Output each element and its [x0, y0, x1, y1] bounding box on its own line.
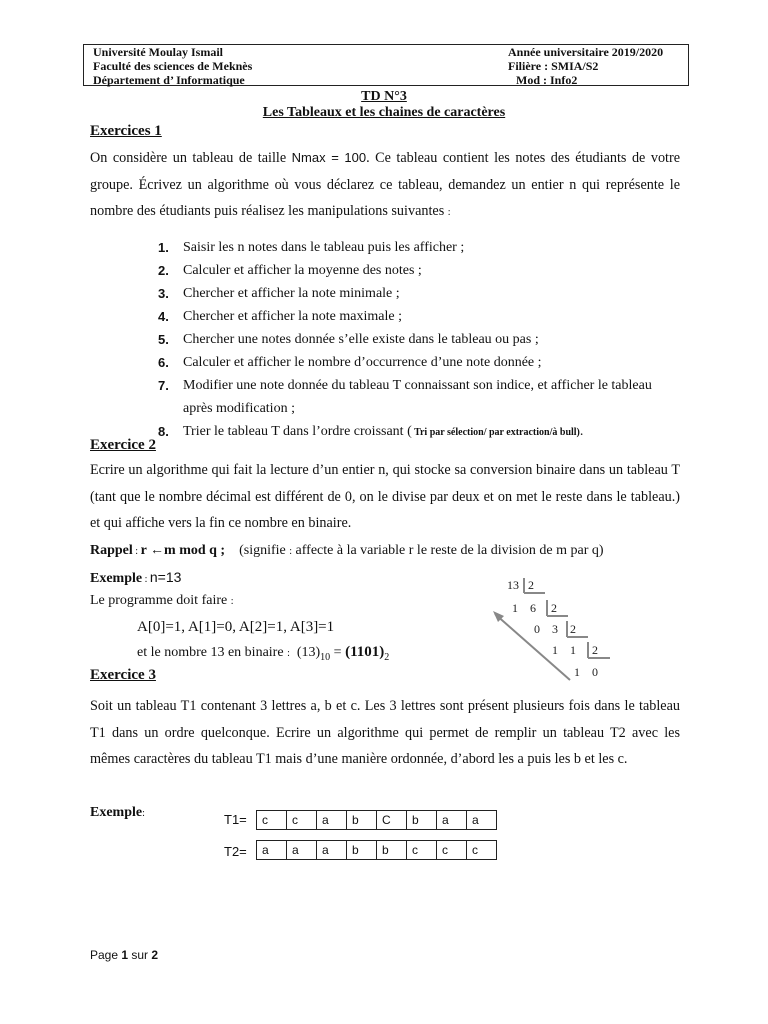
- exercise-2-statement: Ecrire un algorithme qui fait la lecture d’un entier n, qui stocke sa conversion binaire dans un tableau T (tant que le nombre décimal est différent de 0, on le divise par deux et on met le reste dans le tableau.) et qui affiche vers la fin ce nombre en binaire.: [90, 462, 680, 531]
- t1-cell: c: [287, 811, 317, 830]
- exercise-3-heading: Exercice 3: [90, 667, 156, 683]
- reading-arrow-line: [495, 614, 570, 680]
- remainder-0: 0: [534, 622, 540, 636]
- remainder-1c: 1: [574, 665, 580, 679]
- t1-cell: a: [437, 811, 467, 830]
- array-result: A[0]=1, A[1]=0, A[2]=1, A[3]=1: [137, 619, 335, 635]
- exercise-3-statement: Soit un tableau T1 contenant 3 lettres a, b et c. Les 3 lettres sont présent plusieurs fois dans le tableau T1 dans un ordre quelconque. Ecrire un algorithme qui permet de remplir un tableau T2 avec les mêmes caractères du tableau T1 mais d’une manière ordonnée, d’abord les a puis les b et les c.: [90, 698, 680, 767]
- remainder-1: 1: [512, 601, 518, 615]
- task-item: 8. Trier le tableau T dans l’ordre croissant ( Tri par sélection/ par extraction/à bull).: [158, 424, 584, 439]
- statement-colon: :: [447, 207, 451, 218]
- td-subtitle: Les Tableaux et les chaines de caractères: [262, 105, 506, 120]
- t2-cell: a: [287, 841, 317, 860]
- university-name: Université Moulay Ismail: [93, 45, 223, 59]
- t2-cell: b: [377, 841, 407, 860]
- t2-cell: c: [437, 841, 467, 860]
- page-total: 2: [151, 948, 159, 962]
- task-item: 5. Chercher une notes donnée s’elle existe dans le tableau ou pas ;: [158, 332, 539, 347]
- exemple-3-label: Exemple:: [90, 805, 145, 820]
- filiere: Filière : SMIA/S2: [508, 59, 599, 73]
- nmax-value: Nmax = 100: [291, 150, 367, 165]
- exercise-1-heading: Exercices 1: [90, 123, 162, 139]
- t2-cell: c: [467, 841, 497, 860]
- last-quotient-0: 0: [592, 665, 598, 679]
- exercise-1-tasks: [158, 236, 683, 444]
- t2-array: [256, 840, 497, 860]
- exercise-2-heading: Exercice 2: [90, 437, 156, 453]
- t1-array: [256, 810, 497, 830]
- t2-cell: a: [317, 841, 347, 860]
- binary-division-diagram: [490, 574, 620, 686]
- t1-cell: C: [377, 811, 407, 830]
- task-item: 4. Chercher et afficher la note maximale ;: [158, 309, 402, 324]
- binary-result: et le nombre 13 en binaire : $(13)_{10} = (1101)_2$: [137, 644, 390, 663]
- page-number: 1: [121, 948, 129, 962]
- task-item: 7. Modifier une note donnée du tableau T connaissant son indice, et afficher le tableau après modification ;: [158, 378, 652, 416]
- faculty-name: Faculté des sciences de Meknès: [93, 59, 253, 73]
- programme-line: Le programme doit faire :: [90, 593, 234, 608]
- academic-year: Année universitaire 2019/2020: [508, 45, 664, 59]
- module: Mod : Info2: [516, 73, 578, 87]
- task-item: 1. Saisir les n notes dans le tableau puis les afficher ;: [158, 240, 465, 255]
- department-name: Département d’ Informatique: [93, 73, 245, 87]
- dividend-6: 6: [530, 601, 536, 615]
- t1-label: T1=: [224, 812, 247, 827]
- divisor-2c: 2: [570, 622, 576, 636]
- t2-cell: a: [257, 841, 287, 860]
- t1-cell: b: [407, 811, 437, 830]
- t1-cell: c: [257, 811, 287, 830]
- t1-cell: a: [467, 811, 497, 830]
- t1-cell: b: [347, 811, 377, 830]
- statement-text-cont: . Ce tableau contient les notes des étudiants de votre groupe. Écrivez un algorithme où vous déclarez ce tableau, demandez un entier n qui représente le nombre des étudiants puis réalisez les manipulations suivantes: [90, 150, 681, 219]
- dividend-3: 3: [552, 622, 558, 636]
- divisor-2: 2: [528, 578, 534, 592]
- exemple-line: Exemple : n=13: [90, 569, 182, 586]
- t2-cell: c: [407, 841, 437, 860]
- td-title: TD N°3: [361, 89, 407, 104]
- header-institution: [93, 45, 252, 87]
- task-item: 2. Calculer et afficher la moyenne des notes ;: [158, 263, 422, 278]
- rappel-line: Rappel : r ←m mod q ; (signifie : affecte à la variable r le reste de la division de m par q): [90, 543, 604, 558]
- t1-cell: a: [317, 811, 347, 830]
- task-item: 6. Calculer et afficher le nombre d’occurrence d’une note donnée ;: [158, 355, 542, 370]
- t2-label: T2=: [224, 844, 247, 859]
- divisor-2b: 2: [551, 601, 557, 615]
- task-item: 3. Chercher et afficher la note minimale ;: [158, 286, 400, 301]
- page-footer: Page 1 sur 2: [90, 948, 159, 962]
- statement-text: On considère un tableau de taille: [90, 150, 292, 166]
- header-course-info: [508, 45, 663, 87]
- divisor-2d: 2: [592, 643, 598, 657]
- dividend-13: 13: [507, 578, 519, 592]
- exercise-1-statement: [90, 145, 680, 227]
- dividend-1: 1: [570, 643, 576, 657]
- remainder-1b: 1: [552, 643, 558, 657]
- t2-cell: b: [347, 841, 377, 860]
- header-box: [83, 44, 689, 86]
